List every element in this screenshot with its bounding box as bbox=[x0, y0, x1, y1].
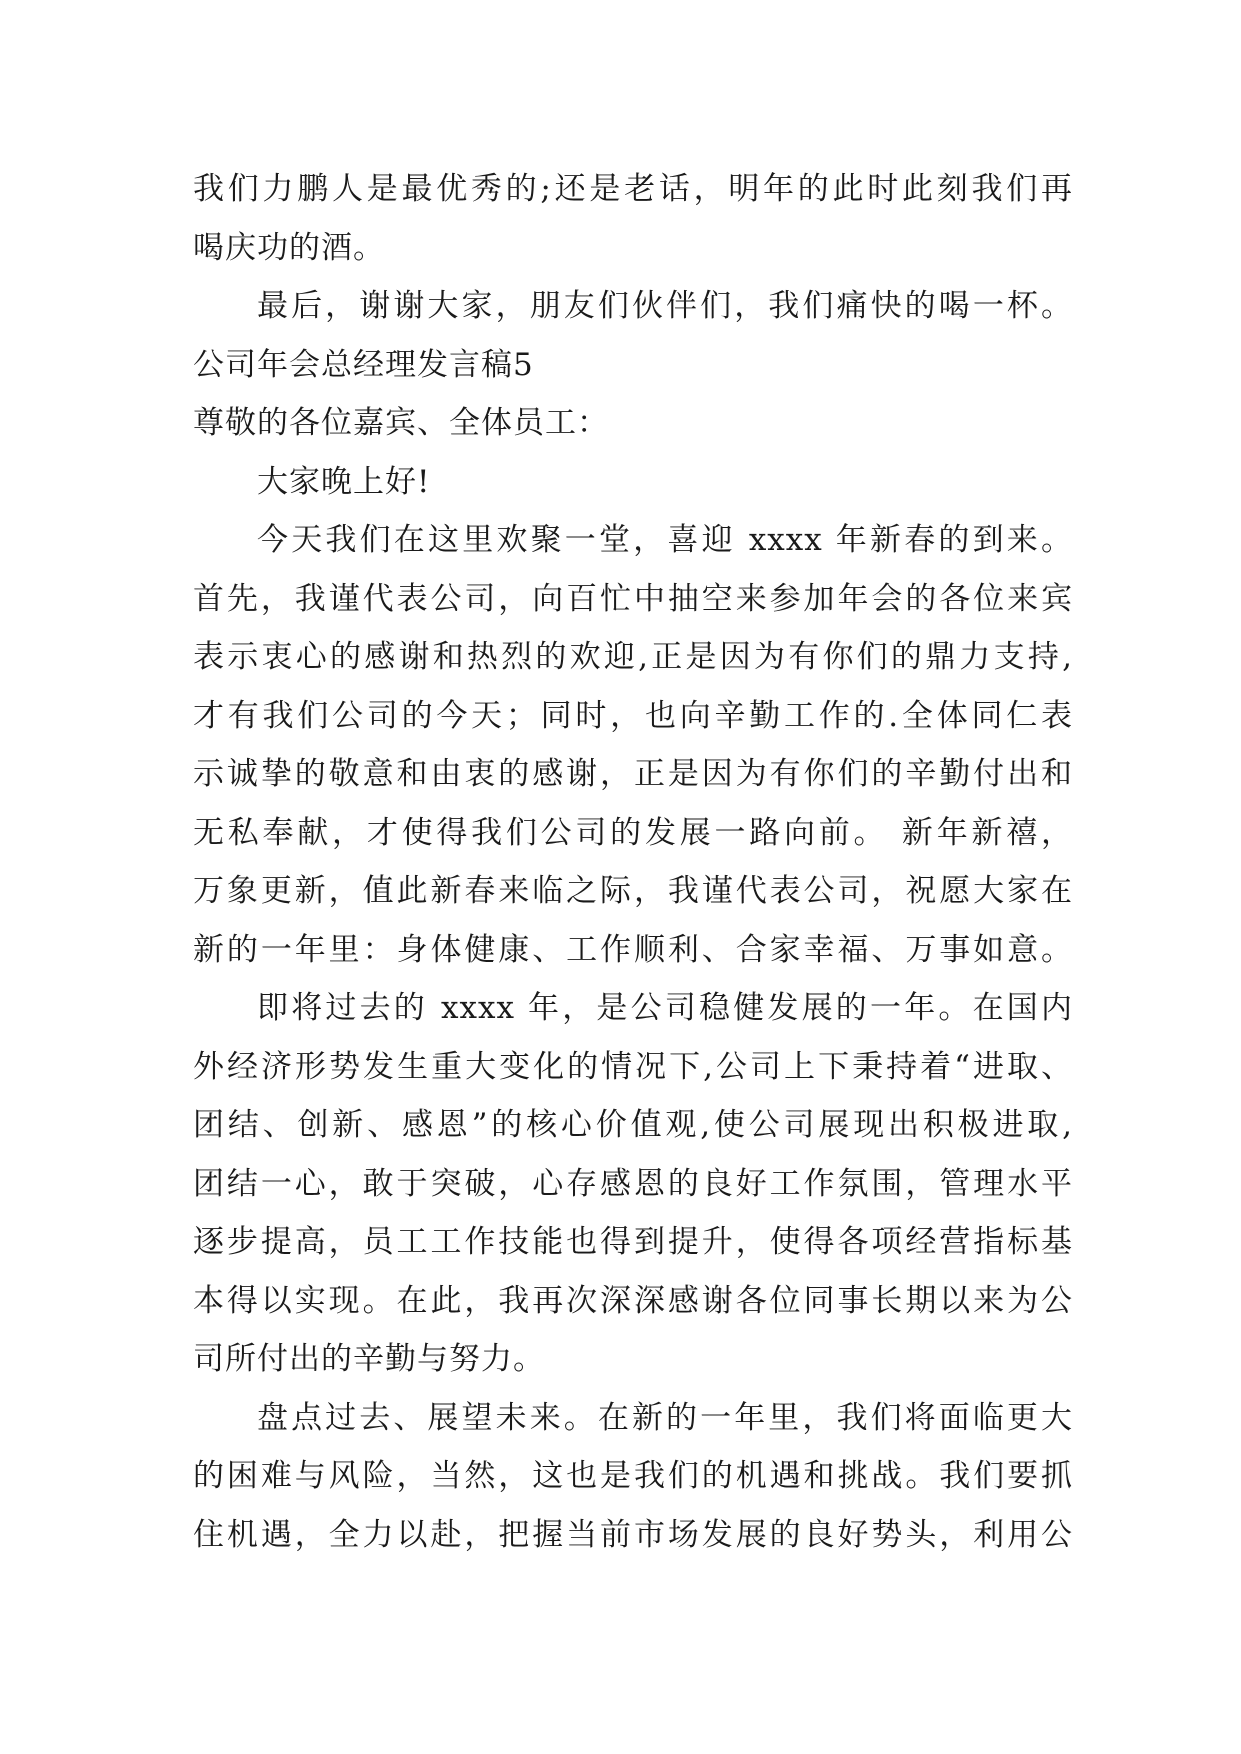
text-line: 逐步提高，员工工作技能也得到提升，使得各项经营指标基 bbox=[193, 1224, 1073, 1260]
text-line: 今天我们在这里欢聚一堂，喜迎 xxxx 年新春的到来。 bbox=[257, 522, 1073, 558]
text-line: 无私奉献，才使得我们公司的发展一路向前。 新年新禧， bbox=[193, 814, 1073, 851]
text-line: 的困难与风险，当然，这也是我们的机遇和挑战。我们要抓 bbox=[193, 1458, 1073, 1494]
text-line: 团结、创新、感恩”的核心价值观,使公司展现出积极进取, bbox=[193, 1107, 1073, 1143]
text-line: 司所付出的辛勤与努力。 bbox=[193, 1341, 545, 1377]
text-line: 即将过去的 xxxx 年，是公司稳健发展的一年。在国内 bbox=[257, 990, 1073, 1026]
text-line: 我们力鹏人是最优秀的;还是老话，明年的此时此刻我们再 bbox=[193, 171, 1073, 207]
text-line: 尊敬的各位嘉宾、全体员工： bbox=[193, 405, 609, 441]
text-line: 表示衷心的感谢和热烈的欢迎,正是因为有你们的鼎力支持, bbox=[193, 639, 1073, 675]
text-line: 万象更新，值此新春来临之际，我谨代表公司，祝愿大家在 bbox=[193, 873, 1073, 909]
document-body bbox=[193, 160, 1073, 1564]
text-line: 团结一心，敢于突破，心存感恩的良好工作氛围，管理水平 bbox=[193, 1165, 1073, 1202]
text-line: 公司年会总经理发言稿5 bbox=[193, 346, 534, 383]
text-line: 住机遇，全力以赴，把握当前市场发展的良好势头，利用公 bbox=[193, 1516, 1073, 1553]
text-line: 本得以实现。在此，我再次深深感谢各位同事长期以来为公 bbox=[193, 1282, 1073, 1319]
text-line: 外经济形势发生重大变化的情况下,公司上下秉持着“进取、 bbox=[193, 1048, 1073, 1085]
text-line: 新的一年里：身体健康、工作顺利、合家幸福、万事如意。 bbox=[193, 931, 1073, 968]
text-line: 首先，我谨代表公司，向百忙中抽空来参加年会的各位来宾 bbox=[193, 580, 1073, 617]
text-line: 示诚挚的敬意和由衷的感谢，正是因为有你们的辛勤付出和 bbox=[193, 756, 1073, 792]
text-line: 喝庆功的酒。 bbox=[193, 229, 385, 266]
text-line: 大家晚上好! bbox=[257, 463, 431, 500]
text-line: 盘点过去、展望未来。在新的一年里，我们将面临更大 bbox=[257, 1399, 1073, 1436]
text-line: 才有我们公司的今天；同时，也向辛勤工作的.全体同仁表 bbox=[193, 697, 1073, 734]
text-line: 最后，谢谢大家，朋友们伙伴们，我们痛快的喝一杯。 bbox=[257, 288, 1073, 324]
